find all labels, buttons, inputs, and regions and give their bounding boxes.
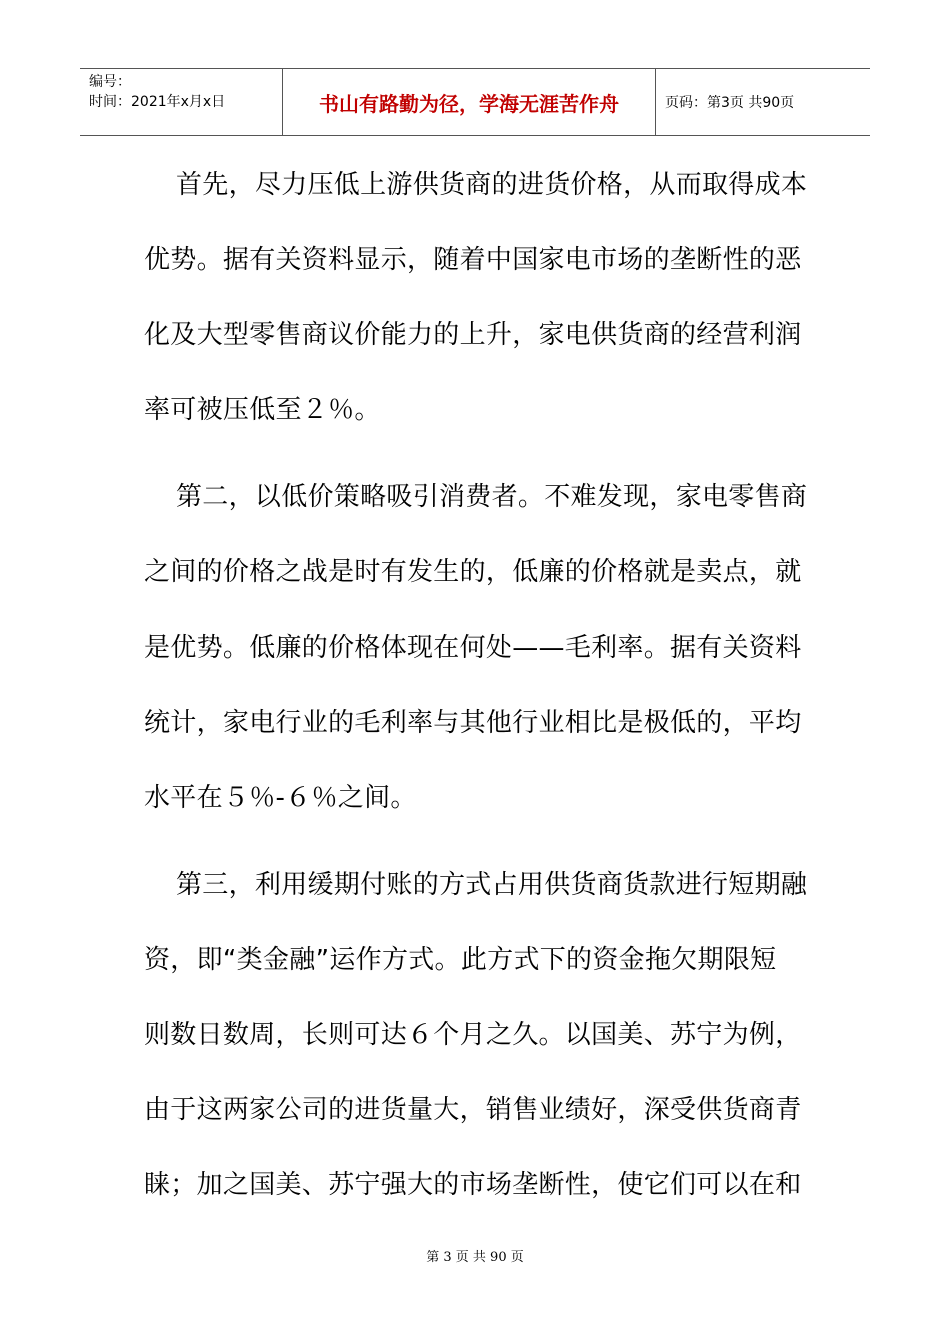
header-page-info: 页码：第3页 共90页: [665, 95, 795, 111]
body-line: 率可被压低至２％。: [144, 395, 381, 425]
body-line: 统计，家电行业的毛利率与其他行业相比是极低的，平均: [144, 708, 802, 738]
body-line: 第二，以低价策略吸引消费者。不难发现，家电零售商: [176, 482, 808, 512]
body-line: 首先，尽力压低上游供货商的进货价格，从而取得成本: [176, 170, 808, 200]
body-line: 之间的价格之战是时有发生的，低廉的价格就是卖点，就: [144, 557, 802, 587]
body-line: 化及大型零售商议价能力的上升，家电供货商的经营利润: [144, 320, 802, 350]
body-line: 第三，利用缓期付账的方式占用供货商货款进行短期融: [176, 870, 808, 900]
body-line: 则数日数周，长则可达６个月之久。以国美、苏宁为例，: [144, 1020, 802, 1050]
header-motto: 书山有路勤为径，学海无涯苦作舟: [283, 69, 656, 135]
body-line: 资，即“类金融”运作方式。此方式下的资金拖欠期限短: [144, 945, 777, 975]
page-footer: 第 3 页 共 90 页: [426, 1250, 524, 1265]
body-line: 是优势。低廉的价格体现在何处——毛利率。据有关资料: [144, 633, 802, 663]
document-number-label: 编号：: [89, 74, 131, 90]
header-meta-cell: [80, 69, 283, 135]
body-line: 优势。据有关资料显示，随着中国家电市场的垄断性的恶: [144, 245, 802, 275]
document-header: [80, 68, 870, 136]
body-line: 水平在５％-６％之间。: [144, 783, 417, 813]
body-line: 睐；加之国美、苏宁强大的市场垄断性，使它们可以在和: [144, 1170, 802, 1200]
body-line: 由于这两家公司的进货量大，销售业绩好，深受供货商青: [144, 1095, 802, 1125]
document-time-label: 时间：2021年x月x日: [89, 94, 226, 110]
